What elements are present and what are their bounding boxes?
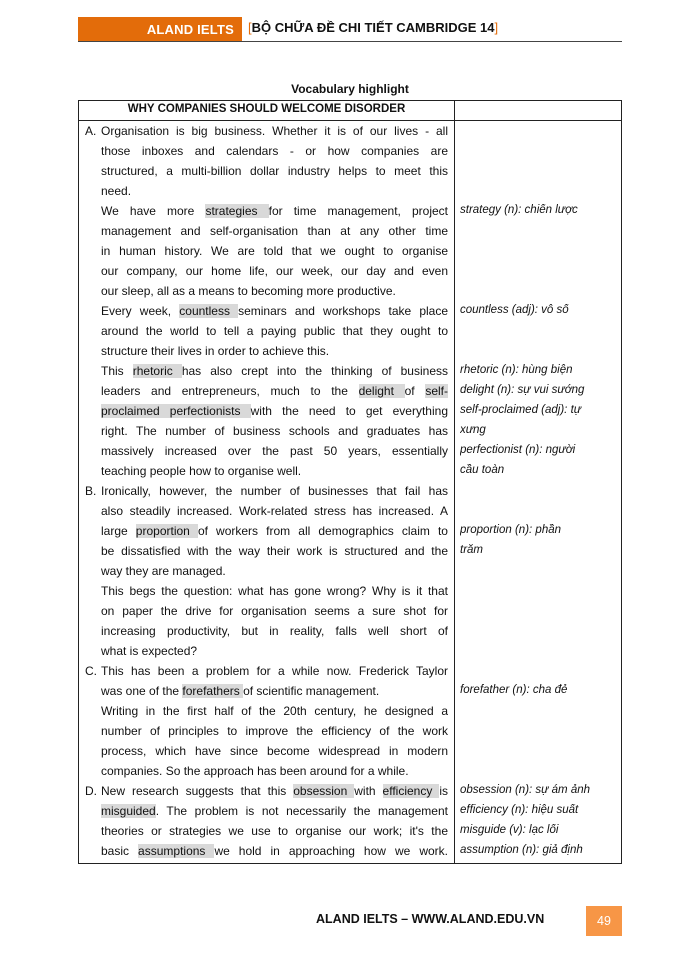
text-segment: . The problem is not necessarily the management [155, 804, 448, 818]
passage-line [79, 521, 623, 541]
passage-line [79, 241, 623, 261]
text-segment: management and self-organisation than at any other time [101, 224, 448, 238]
text-segment: with [354, 784, 383, 798]
text-segment: theories or strategies we use to organise our work; it's the [101, 824, 448, 838]
vocab-note: xưng [460, 424, 486, 436]
passage-line [79, 821, 623, 841]
passage-line [79, 621, 623, 641]
passage-line [79, 121, 623, 141]
highlighted-word: misguided [101, 804, 156, 818]
passage-text [101, 164, 448, 178]
passage-text [101, 784, 448, 798]
highlighted-word: strategies [205, 204, 269, 218]
passage-line [79, 321, 623, 341]
passage-line [79, 421, 623, 441]
passage-text [101, 604, 448, 618]
paragraph-letter: D. [85, 784, 97, 798]
text-segment: right. The number of business schools and graduates has [101, 424, 448, 438]
passage-text [101, 244, 448, 258]
vocab-note: misguide (v): lạc lối [460, 824, 559, 836]
passage-line [79, 701, 623, 721]
vocab-note: efficiency (n): hiệu suất [460, 804, 579, 816]
text-segment: with the need to get everything [250, 404, 448, 418]
passage-text [101, 184, 448, 198]
text-segment: is [439, 784, 448, 798]
passage-text [101, 144, 448, 158]
vocab-note: perfectionist (n): người [460, 444, 576, 456]
text-segment: Organisation is big business. Whether it is of our lives - all [101, 124, 448, 138]
passage-line [79, 801, 623, 821]
passage-line [79, 461, 623, 481]
highlighted-word: self- [425, 384, 448, 398]
header-brand-badge [78, 17, 242, 41]
vocab-note: obsession (n): sự ám ảnh [460, 784, 591, 796]
vocab-note: self-proclaimed (adj): tự [460, 404, 582, 416]
passage-text [101, 624, 448, 638]
text-segment: structured, a multi-billion dollar industry helps to meet this [101, 164, 448, 178]
highlighted-word: rhetoric [132, 364, 182, 378]
vocab-note: proportion (n): phần [460, 524, 562, 536]
highlighted-word: delight [358, 384, 405, 398]
passage-text [101, 544, 448, 558]
passage-line [79, 481, 623, 501]
passage-line [79, 761, 623, 781]
passage-text [101, 664, 448, 678]
passage-text [101, 764, 448, 778]
paragraph-letter: C. [85, 664, 97, 678]
passage-text [101, 484, 448, 498]
passage-line [79, 721, 623, 741]
vocab-note: rhetoric (n): hùng biện [460, 364, 573, 376]
passage-line [79, 281, 623, 301]
vocab-note: delight (n): sự vui sướng [460, 384, 585, 396]
text-segment: of [404, 384, 426, 398]
passage-line [79, 741, 623, 761]
paragraph-letter: A. [85, 124, 97, 138]
passage-line [79, 541, 623, 561]
text-segment: number of principles to improve the efficiency of the work [101, 724, 448, 738]
text-segment: our company, our home life, our week, our day and even [101, 264, 448, 278]
passage-text [101, 204, 448, 218]
text-segment: This [101, 364, 133, 378]
passage-text [101, 844, 448, 858]
passage-line [79, 401, 623, 421]
text-segment: way they are managed. [101, 564, 226, 578]
text-segment: on paper the drive for organisation seems a sure shot for [101, 604, 448, 618]
text-segment: structure their lives in order to achieve this. [101, 344, 330, 358]
passage-line [79, 441, 623, 461]
passage-line [79, 141, 623, 161]
header-rule [78, 41, 622, 42]
text-segment: basic [101, 844, 139, 858]
header-bracket-close: ] [494, 20, 499, 35]
text-segment: be dissatisfied with the way their work is structured and the [101, 544, 448, 558]
vocab-note: assumption (n): giả định [460, 844, 583, 856]
passage-line [79, 341, 623, 361]
passage-text [101, 744, 448, 758]
passage-text [101, 504, 448, 518]
passage-text [101, 424, 448, 438]
passage-text [101, 444, 448, 458]
footer-site: ALAND IELTS – WWW.ALAND.EDU.VN [316, 912, 545, 926]
passage-text [101, 524, 448, 538]
passage-text [101, 644, 448, 658]
passage-text [101, 124, 448, 138]
passage-text [101, 224, 448, 238]
passage-text [101, 564, 448, 578]
passage-line [79, 201, 623, 221]
vocabulary-table [78, 100, 622, 864]
passage-line [79, 641, 623, 661]
passage-line [79, 221, 623, 241]
header-bracket-open: [ [248, 20, 252, 35]
page-number: 49 [597, 914, 611, 928]
text-segment: of workers from all demographics claim to [197, 524, 448, 538]
header-title: BỘ CHỮA ĐỀ CHI TIẾT CAMBRIDGE 14 [251, 20, 495, 35]
highlighted-word: efficiency [382, 784, 440, 798]
passage-line [79, 601, 623, 621]
paragraph-letter: B. [85, 484, 97, 498]
header-brand: ALAND IELTS [146, 21, 234, 37]
text-segment: teaching people how to organise well. [101, 464, 302, 478]
table-title: WHY COMPANIES SHOULD WELCOME DISORDER [127, 103, 406, 115]
passage-text [101, 704, 448, 718]
passage-text [101, 364, 448, 378]
highlighted-word: forefathers [182, 684, 244, 698]
text-segment: This begs the question: what has gone wrong? Why is it that [101, 584, 448, 598]
header-title-group [248, 20, 498, 35]
text-segment: Writing in the first half of the 20th century, he designed a [101, 704, 448, 718]
passage-line [79, 181, 623, 201]
text-segment: of scientific management. [243, 684, 380, 698]
passage-text [101, 384, 448, 398]
text-segment: Ironically, however, the number of businesses that fail has [101, 484, 448, 498]
text-segment: those inboxes and calendars - or how companies are [101, 144, 448, 158]
text-segment: we hold in approaching how we work. [214, 844, 448, 858]
vocab-note: strategy (n): chiến lược [460, 204, 578, 216]
text-segment: also steadily increased. Work-related stress has increased. A [101, 504, 448, 518]
highlighted-word: proportion [135, 524, 198, 538]
text-segment: was one of the [101, 684, 183, 698]
text-segment: companies. So the approach has been around for a while. [101, 764, 409, 778]
text-segment: increasing productivity, but in reality, falls well short of [101, 624, 448, 638]
passage-line [79, 661, 623, 681]
passage-text [101, 464, 448, 478]
passage-text [101, 804, 448, 818]
passage-text [101, 284, 448, 298]
text-segment: New research suggests that this [101, 784, 294, 798]
text-segment: We have more [101, 204, 206, 218]
text-segment: what is expected? [101, 644, 198, 658]
passage-line [79, 581, 623, 601]
text-segment: our sleep, all as a means to becoming more productive. [101, 284, 396, 298]
passage-text [101, 264, 448, 278]
vocab-note: trăm [460, 544, 483, 556]
passage-line [79, 161, 623, 181]
passage-line [79, 681, 623, 701]
text-segment: large [101, 524, 136, 538]
passage-text [101, 304, 448, 318]
text-segment: need. [101, 184, 132, 198]
passage-line [79, 381, 623, 401]
passage-text [101, 684, 448, 698]
text-segment: leaders and entrepreneurs, much to the [101, 384, 359, 398]
text-segment: process, which have since become widespread in modern [101, 744, 448, 758]
text-segment: seminars and workshops take place [238, 304, 448, 318]
text-segment: in human history. We are told that we ought to organise [101, 244, 448, 258]
passage-text [101, 584, 448, 598]
passage-line [79, 361, 623, 381]
passage-line [79, 501, 623, 521]
passage-line [79, 261, 623, 281]
vocab-note: countless (adj): vô số [460, 304, 569, 316]
passage-line [79, 561, 623, 581]
text-segment: massively increased over the past 50 years, essentially [101, 444, 448, 458]
passage-text [101, 824, 448, 838]
passage-text [101, 404, 448, 418]
passage-text [101, 724, 448, 738]
passage-text [101, 324, 448, 338]
page-heading: Vocabulary highlight [291, 82, 409, 96]
vocab-note: forefather (n): cha đẻ [460, 684, 568, 696]
text-segment: around the world to tell a paying public that they ought to [101, 324, 448, 338]
passage-line [79, 301, 623, 321]
highlighted-word: countless [179, 304, 239, 318]
highlighted-word: proclaimed perfectionists [101, 404, 251, 418]
highlighted-word: obsession [293, 784, 355, 798]
passage-text [101, 344, 448, 358]
text-segment: Every week, [101, 304, 180, 318]
highlighted-word: assumptions [138, 844, 215, 858]
text-segment: has also crept into the thinking of business [181, 364, 448, 378]
text-segment: This has been a problem for a while now. Frederick Taylor [101, 664, 448, 678]
text-segment: for time management, project [268, 204, 448, 218]
page-number-badge [586, 906, 622, 936]
vocab-note: cầu toàn [460, 464, 505, 476]
passage-line [79, 841, 623, 861]
passage-line [79, 781, 623, 801]
